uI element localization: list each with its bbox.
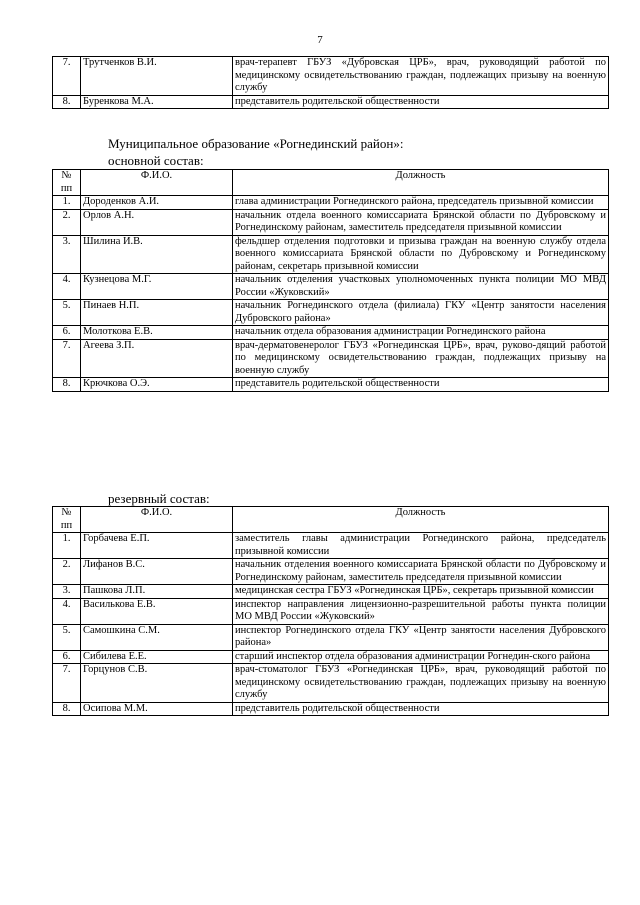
person-name: Кузнецова М.Г. — [81, 274, 233, 300]
position-text: представитель родительской общественности — [233, 95, 609, 109]
reserve-table — [52, 506, 609, 716]
main-table-body — [53, 196, 609, 392]
col-num-header: № пп — [53, 507, 81, 533]
col-name-header: Ф.И.О. — [81, 507, 233, 533]
person-name: Осипова М.М. — [81, 702, 233, 716]
reserve-table-header — [53, 507, 609, 533]
position-text: фельдшер отделения подготовки и призыва граждан на военную службу отдела военного комиссариата Брянской области по Дубровскому и Рогнединскому районам, секретарь призывной комиссии — [233, 235, 609, 274]
person-name: Дороденков А.И. — [81, 196, 233, 210]
position-text: врач-терапевт ГБУЗ «Дубровская ЦРБ», врач, руководящий работой по медицинскому освидетельствованию граждан, подлежащих призыву на военную службу — [233, 57, 609, 96]
row-number: 6. — [53, 326, 81, 340]
table-row — [53, 196, 609, 210]
page-number: 7 — [317, 34, 323, 46]
row-number: 2. — [53, 209, 81, 235]
position-text: глава администрации Рогнединского района, председатель призывной комиссии — [233, 196, 609, 210]
person-name: Горбачева Е.П. — [81, 533, 233, 559]
position-text: представитель родительской общественности — [233, 378, 609, 392]
person-name: Трутченков В.И. — [81, 57, 233, 96]
reserve-table-body — [53, 533, 609, 716]
main-composition-heading: основной состав: — [108, 153, 204, 168]
person-name: Агеева З.П. — [81, 339, 233, 378]
row-number: 8. — [53, 95, 81, 109]
row-number: 4. — [53, 598, 81, 624]
table-row — [53, 624, 609, 650]
table-row — [53, 650, 609, 664]
position-text: начальник отделения военного комиссариата Брянской области по Дубровскому и Рогнединскому районам, заместитель председателя призывной комиссии — [233, 559, 609, 585]
row-number: 6. — [53, 650, 81, 664]
person-name: Василькова Е.В. — [81, 598, 233, 624]
position-text: врач-дерматовенеролог ГБУЗ «Рогнединская ЦРБ», врач, руково-дящий работой по медицинскому освидетельствованию граждан, подлежащих призыву на военную службу — [233, 339, 609, 378]
top-table — [52, 56, 609, 109]
table-row — [53, 209, 609, 235]
person-name: Самошкина С.М. — [81, 624, 233, 650]
reserve-composition-heading: резервный состав: — [108, 491, 210, 506]
top-table-body — [53, 57, 609, 109]
row-number: 5. — [53, 624, 81, 650]
row-number: 7. — [53, 664, 81, 703]
col-name-header: Ф.И.О. — [81, 170, 233, 196]
row-number: 1. — [53, 196, 81, 210]
person-name: Буренкова М.А. — [81, 95, 233, 109]
row-number: 8. — [53, 378, 81, 392]
table-row — [53, 559, 609, 585]
position-text: начальник отдела военного комиссариата Брянской области по Дубровскому и Рогнединскому районам, заместитель председателя призывной комиссии — [233, 209, 609, 235]
row-number: 2. — [53, 559, 81, 585]
position-text: старший инспектор отдела образования администрации Рогнедин-ского района — [233, 650, 609, 664]
table-row — [53, 274, 609, 300]
municipal-heading: Муниципальное образование «Рогнединский район»: — [108, 136, 404, 151]
table-row — [53, 95, 609, 109]
person-name: Пашкова Л.П. — [81, 585, 233, 599]
person-name: Лифанов В.С. — [81, 559, 233, 585]
row-number: 3. — [53, 235, 81, 274]
row-number: 8. — [53, 702, 81, 716]
main-table — [52, 169, 609, 392]
position-text: начальник отделения участковых уполномоченных пункта полиции МО МВД России «Жуковский» — [233, 274, 609, 300]
table-row — [53, 300, 609, 326]
position-text: заместитель главы администрации Рогнединского района, председатель призывной комиссии — [233, 533, 609, 559]
row-number: 7. — [53, 339, 81, 378]
position-text: инспектор направления лицензионно-разрешительной работы пункта полиции МО МВД России «Жуковский» — [233, 598, 609, 624]
position-text: начальник отдела образования администрации Рогнединского района — [233, 326, 609, 340]
row-number: 4. — [53, 274, 81, 300]
main-table-header — [53, 170, 609, 196]
position-text: представитель родительской общественности — [233, 702, 609, 716]
position-text: начальник Рогнединского отдела (филиала) ГКУ «Центр занятости населения Дубровского района» — [233, 300, 609, 326]
table-row — [53, 664, 609, 703]
row-number: 5. — [53, 300, 81, 326]
person-name: Горцунов С.В. — [81, 664, 233, 703]
position-text: медицинская сестра ГБУЗ «Рогнединская ЦРБ», секретарь призывной комиссии — [233, 585, 609, 599]
table-row — [53, 339, 609, 378]
person-name: Орлов А.Н. — [81, 209, 233, 235]
table-row — [53, 702, 609, 716]
person-name: Крючкова О.Э. — [81, 378, 233, 392]
col-position-header: Должность — [233, 170, 609, 196]
table-row — [53, 378, 609, 392]
row-number: 1. — [53, 533, 81, 559]
table-row — [53, 598, 609, 624]
row-number: 3. — [53, 585, 81, 599]
table-row — [53, 235, 609, 274]
table-row — [53, 585, 609, 599]
table-row — [53, 57, 609, 96]
col-num-header: № пп — [53, 170, 81, 196]
table-row — [53, 533, 609, 559]
person-name: Сибилева Е.Е. — [81, 650, 233, 664]
position-text: врач-стоматолог ГБУЗ «Рогнединская ЦРБ», врач, руководящий работой по медицинскому освидетельствованию граждан, подлежащих призыву на военную службу — [233, 664, 609, 703]
person-name: Шилина И.В. — [81, 235, 233, 274]
person-name: Молоткова Е.В. — [81, 326, 233, 340]
col-position-header: Должность — [233, 507, 609, 533]
position-text: инспектор Рогнединского отдела ГКУ «Центр занятости населения Дубровского района» — [233, 624, 609, 650]
table-row — [53, 326, 609, 340]
person-name: Пинаев Н.П. — [81, 300, 233, 326]
row-number: 7. — [53, 57, 81, 96]
